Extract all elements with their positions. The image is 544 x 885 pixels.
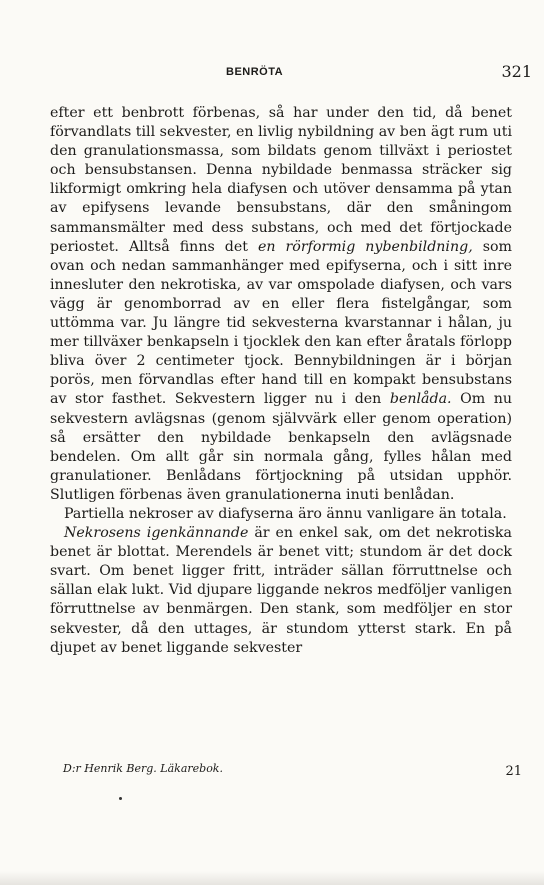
- paragraph-1-part-b: som ovan och nedan sammanhänger med epifyserna, och i sitt inre innesluter den nekrotiska, av var omspolade diafysen, och vars vägg är genomborrad av en eller flera fistelgångar, som uttömma var. Ju längre tid sekvesterna kvarstannar i hålan, ju mer tillväxer benkapseln i tjocklek den kan efter åratals förlopp bliva över 2 centimeter tjock. Bennybildningen är i början porös, men förvandlas efter hand till en kompakt bensubstans av stor fasthet. Sekvestern ligger nu i den: [50, 238, 512, 408]
- running-head: [0, 62, 544, 86]
- paragraph-2: Partiella nekroser av diafyserna äro ännu vanligare än totala.: [64, 505, 507, 522]
- ink-speck: [119, 797, 122, 800]
- paragraph-3: [50, 524, 512, 658]
- paragraph-1-part-a: efter ett benbrott förbenas, så har under den tid, då benet förvandlats till sekvester, en livlig nybildning av ben ägt rum uti den granulationsmassa, som bildats genom tillväxt i periostet och bensubstansen. Denna nybildade benmassa sträcker sig likformigt omkring hela diafysen och utöver densamma på ytan av epifysens levande bensubstans, där den småningom sammansmälter med dess substans, och med det förtjockade periostet. Alltså finns det: [50, 105, 512, 255]
- paragraph-1: [50, 104, 512, 505]
- running-title: BENRÖTA: [226, 66, 284, 78]
- page-number: 321: [501, 62, 532, 81]
- emphasis-nekrosens-igenkannande: Nekrosens igenkännande: [64, 525, 249, 542]
- footer-credit: D:r Henrik Berg. Läkarebok.: [63, 762, 223, 775]
- page-footer: [0, 762, 544, 784]
- paragraph-3-rest: är en enkel sak, om det nekrotiska benet är blottat. Merendels är benet vitt; stundom är det dock svart. Om benet ligger fritt, inträder sällan förruttnelse och sällan elak lukt. Vid djupare liggande nekros medföljer vanligen förruttnelse av benmärgen. Den stank, som medföljer en stor sekvester, då den uttages, är stundom ytterst stark. En på djupet av benet liggande sekvester: [50, 525, 512, 656]
- signature-mark: 21: [505, 764, 522, 779]
- page-bottom-edge: [0, 871, 544, 885]
- body-text: [50, 104, 512, 658]
- emphasis-benlada: benlåda.: [389, 391, 452, 408]
- emphasis-rorformig-nybenbildning: en rörformig nybenbildning,: [257, 238, 473, 255]
- paragraph-1-part-c: Om nu sekvestern avlägsnas (genom självvärk eller genom operation) så ersätter den nybildade benkapseln den avlägsnade bendelen. Om allt går sin normala gång, fylles hålan med granulationer. Benlådans förtjockning på utsidan upphör. Slutligen förbenas även granulationerna inuti benlådan.: [50, 391, 513, 503]
